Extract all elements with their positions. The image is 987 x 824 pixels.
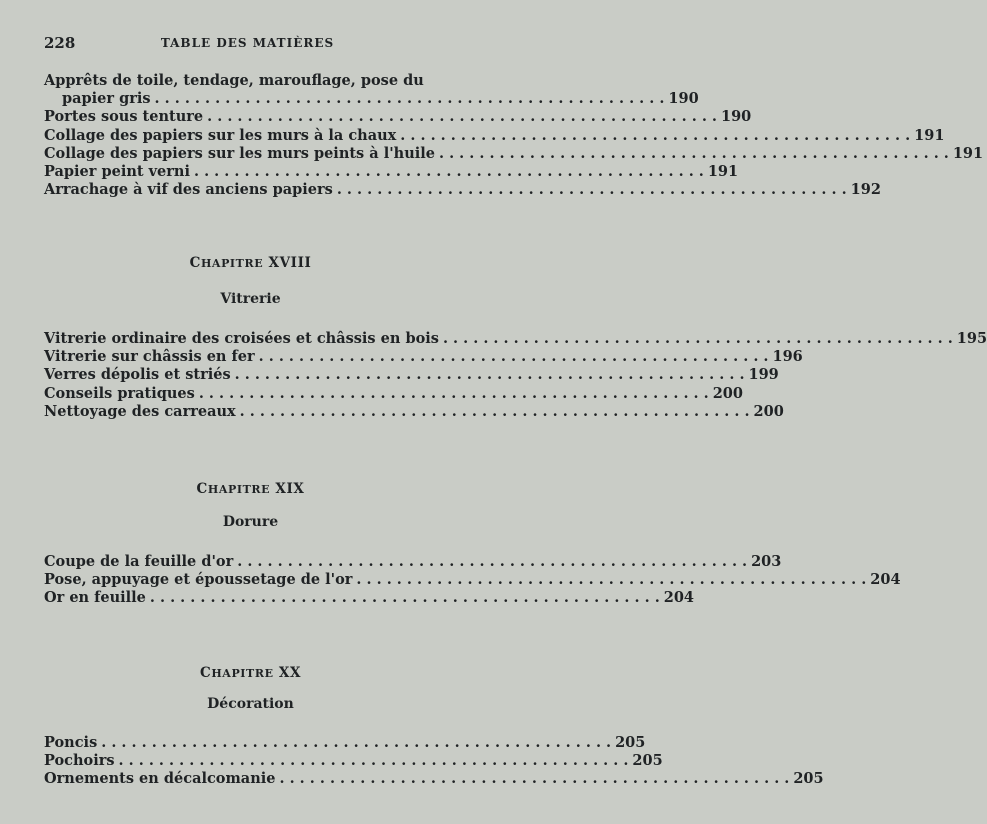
- toc-entry: Arrachage à vif des anciens papiers . . . 192: [44, 181, 452, 199]
- toc-entry: Or en feuille . . . 204: [44, 589, 452, 607]
- toc-entry: Nettoyage des carreaux . . . 200: [44, 403, 452, 421]
- chapter-title: Vitrerie: [220, 291, 281, 307]
- chapter-heading: CHAPITRE XIX: [196, 481, 305, 497]
- toc-entry: papier gris . . . 190: [44, 90, 452, 108]
- chapter-heading: CHAPITRE XVIII: [189, 255, 312, 271]
- toc-entry: Vitrerie ordinaire des croisées et châssis en bois . . . 195: [44, 330, 452, 348]
- toc-block-1: [44, 72, 984, 199]
- toc-entry: Collage des papiers sur les murs peints à l'huile . . . 191: [44, 145, 452, 163]
- toc-block-chapter-20: [44, 734, 824, 789]
- toc-entry: Verres dépolis et striés . . . 199: [44, 366, 452, 384]
- toc-entry: Ornements en décalcomanie . . . 205: [44, 770, 452, 788]
- chapter-numeral: XIX: [275, 481, 305, 497]
- toc-entry: Coupe de la feuille d'or . . . 203: [44, 553, 452, 571]
- toc-entry: Vitrerie sur châssis en fer . . . 196: [44, 348, 452, 366]
- toc-entry: Portes sous tenture . . . 190: [44, 108, 452, 126]
- toc-entry: Pose, appuyage et époussetage de l'or . . . 204: [44, 571, 452, 589]
- toc-entry: Papier peint verni . . . 191: [44, 163, 452, 181]
- running-title: TABLE DES MATIÈRES: [160, 36, 335, 50]
- toc-entry: Collage des papiers sur les murs à la chaux . . . 191: [44, 127, 452, 145]
- chapter-numeral: XX: [278, 665, 302, 681]
- page-number: 228: [44, 34, 76, 52]
- chapter-numeral: XVIII: [268, 255, 312, 271]
- toc-entry: Poncis . . . 205: [44, 734, 452, 752]
- chapter-title: Dorure: [222, 514, 279, 530]
- toc-entry: Conseils pratiques . . . 200: [44, 385, 452, 403]
- toc-entry: Pochoirs . . . 205: [44, 752, 452, 770]
- toc-block-chapter-19: [44, 553, 901, 608]
- toc-entry: Apprêts de toile, tendage, marouflage, pose du: [44, 72, 424, 89]
- page-header: [44, 34, 451, 54]
- chapter-title: Décoration: [207, 696, 294, 712]
- toc-block-chapter-18: [44, 330, 987, 421]
- chapter-heading: CHAPITRE XX: [199, 665, 302, 681]
